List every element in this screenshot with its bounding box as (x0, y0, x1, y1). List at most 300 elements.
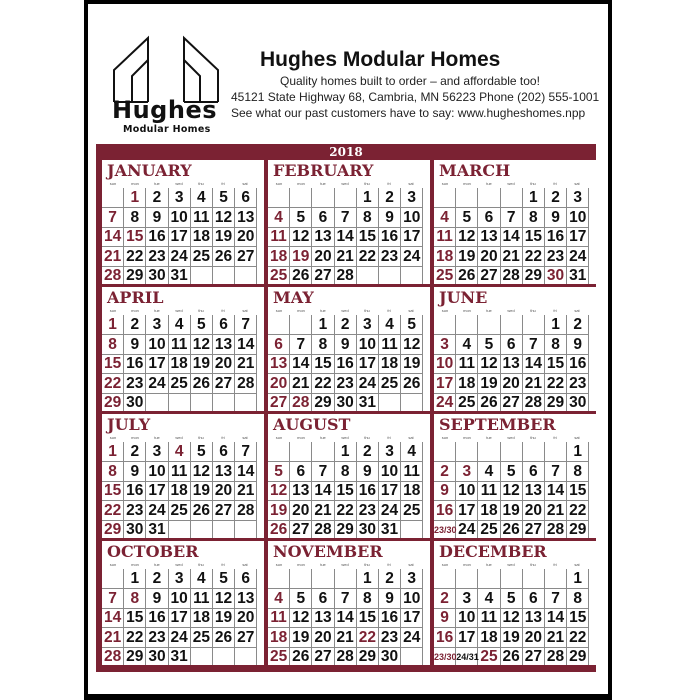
date-cell: 25 (169, 374, 191, 394)
week-row (102, 608, 264, 628)
week-row (434, 354, 596, 374)
date-cell: 16 (379, 227, 401, 247)
date-cell: 29 (124, 647, 146, 665)
date-cell: 22 (523, 247, 545, 267)
week-row (268, 501, 430, 521)
date-cell: 11 (456, 354, 478, 374)
date-cell: 23 (545, 247, 567, 267)
date-cell: 10 (146, 462, 168, 482)
empty-cell (335, 569, 357, 589)
weekday-label: wed (341, 435, 349, 440)
week-row (268, 354, 430, 374)
date-cell: 21 (545, 501, 567, 521)
empty-cell (357, 266, 379, 284)
month-august (268, 414, 430, 538)
date-cell: 16 (545, 227, 567, 247)
date-cell: 28 (312, 520, 334, 538)
combined-date-cell: 23/30 (434, 520, 456, 538)
date-cell: 17 (379, 481, 401, 501)
date-cell: 19 (213, 227, 235, 247)
date-cell: 24 (169, 247, 191, 267)
date-cell: 5 (213, 569, 235, 589)
month-name: DECEMBER (439, 542, 547, 561)
date-cell: 18 (191, 608, 213, 628)
date-cell: 12 (401, 335, 423, 355)
date-cell: 18 (434, 247, 456, 267)
date-cell: 5 (268, 462, 290, 482)
date-cell: 6 (235, 569, 257, 589)
day-grid (102, 569, 264, 665)
combined-date-cell: 24/31 (456, 647, 478, 665)
date-cell: 24 (146, 374, 168, 394)
day-grid (268, 315, 430, 411)
date-cell: 29 (102, 520, 124, 538)
week-row (102, 374, 264, 394)
date-cell: 16 (146, 608, 168, 628)
week-row (102, 647, 264, 665)
date-cell: 6 (268, 335, 290, 355)
date-cell: 30 (335, 393, 357, 411)
date-cell: 10 (401, 208, 423, 228)
date-cell: 24 (401, 247, 423, 267)
weekday-label: sat (408, 308, 414, 313)
weekday-label: fri (387, 435, 391, 440)
week-row (268, 374, 430, 394)
empty-cell (335, 188, 357, 208)
date-cell: 11 (191, 589, 213, 609)
date-cell: 22 (545, 374, 567, 394)
weekday-label: tue (320, 562, 326, 567)
weekday-label: sun (109, 181, 117, 186)
empty-cell (523, 315, 545, 335)
date-cell: 4 (379, 315, 401, 335)
date-cell: 10 (567, 208, 589, 228)
month-february (268, 160, 430, 284)
date-cell: 2 (124, 442, 146, 462)
date-cell: 23 (335, 374, 357, 394)
date-cell: 19 (268, 501, 290, 521)
weekday-label: thu (364, 435, 370, 440)
month-march (434, 160, 596, 284)
date-cell: 4 (268, 208, 290, 228)
date-cell: 2 (357, 442, 379, 462)
empty-cell (434, 442, 456, 462)
date-cell: 14 (290, 354, 312, 374)
empty-cell (523, 569, 545, 589)
date-cell: 30 (124, 520, 146, 538)
date-cell: 19 (401, 354, 423, 374)
weekday-label: sun (109, 562, 117, 567)
date-cell: 2 (434, 462, 456, 482)
empty-cell (501, 315, 523, 335)
empty-cell (290, 188, 312, 208)
week-row (102, 208, 264, 228)
date-cell: 8 (357, 589, 379, 609)
date-cell: 15 (124, 227, 146, 247)
empty-cell (312, 188, 334, 208)
date-cell: 25 (191, 247, 213, 267)
date-cell: 12 (268, 481, 290, 501)
date-cell: 16 (434, 501, 456, 521)
date-cell: 19 (456, 247, 478, 267)
date-cell: 27 (213, 501, 235, 521)
empty-cell (401, 393, 423, 411)
week-row (268, 608, 430, 628)
date-cell: 15 (567, 608, 589, 628)
weekday-label: sun (109, 435, 117, 440)
date-cell: 4 (478, 589, 500, 609)
date-cell: 20 (290, 501, 312, 521)
weekday-label: fri (387, 562, 391, 567)
date-cell: 15 (124, 608, 146, 628)
week-row (102, 589, 264, 609)
date-cell: 14 (545, 481, 567, 501)
date-cell: 26 (501, 520, 523, 538)
weekday-header (102, 180, 264, 188)
weekday-label: fri (221, 308, 225, 313)
date-cell: 6 (523, 589, 545, 609)
date-cell: 20 (501, 374, 523, 394)
weekday-label: thu (364, 308, 370, 313)
date-cell: 8 (567, 589, 589, 609)
weekday-label: mon (463, 181, 471, 186)
date-cell: 21 (102, 247, 124, 267)
date-cell: 28 (102, 266, 124, 284)
date-cell: 9 (545, 208, 567, 228)
date-cell: 28 (501, 266, 523, 284)
weekday-label: mon (297, 308, 305, 313)
date-cell: 25 (268, 266, 290, 284)
date-cell: 13 (213, 335, 235, 355)
weekday-label: mon (131, 181, 139, 186)
date-cell: 19 (501, 501, 523, 521)
weekday-header (434, 180, 596, 188)
date-cell: 15 (357, 227, 379, 247)
weekday-label: tue (486, 308, 492, 313)
empty-cell (379, 393, 401, 411)
week-row (268, 569, 430, 589)
date-cell: 15 (335, 481, 357, 501)
weekday-label: sat (574, 562, 580, 567)
date-cell: 27 (523, 520, 545, 538)
date-cell: 29 (312, 393, 334, 411)
weekday-label: sun (275, 562, 283, 567)
date-cell: 10 (169, 589, 191, 609)
empty-cell (191, 266, 213, 284)
date-cell: 14 (335, 608, 357, 628)
date-cell: 18 (268, 628, 290, 648)
week-row (102, 315, 264, 335)
date-cell: 1 (124, 569, 146, 589)
weekday-label: thu (198, 435, 204, 440)
week-row (268, 481, 430, 501)
month-name: APRIL (107, 288, 164, 307)
month-july (102, 414, 264, 538)
date-cell: 18 (191, 227, 213, 247)
month-name: JUNE (439, 288, 488, 307)
empty-cell (545, 569, 567, 589)
date-cell: 27 (523, 647, 545, 665)
date-cell: 26 (191, 501, 213, 521)
date-cell: 13 (268, 354, 290, 374)
week-row (434, 442, 596, 462)
date-cell: 2 (124, 315, 146, 335)
date-cell: 6 (290, 462, 312, 482)
week-row (102, 247, 264, 267)
week-row (434, 628, 596, 648)
month-name: FEBRUARY (273, 161, 374, 180)
weekday-header (102, 561, 264, 569)
date-cell: 16 (124, 354, 146, 374)
calendar-block (96, 144, 596, 672)
date-cell: 4 (401, 442, 423, 462)
day-grid (268, 569, 430, 665)
date-cell: 21 (235, 481, 257, 501)
weekday-label: wed (175, 435, 183, 440)
weekday-label: wed (507, 308, 515, 313)
date-cell: 13 (235, 208, 257, 228)
day-grid (102, 442, 264, 538)
company-name: Hughes Modular Homes (260, 48, 501, 71)
week-row (102, 462, 264, 482)
date-cell: 23 (124, 501, 146, 521)
date-cell: 3 (401, 188, 423, 208)
week-row (268, 315, 430, 335)
date-cell: 9 (379, 208, 401, 228)
date-cell: 25 (268, 647, 290, 665)
date-cell: 5 (501, 462, 523, 482)
week-row (268, 520, 430, 538)
date-cell: 31 (567, 266, 589, 284)
empty-cell (191, 393, 213, 411)
weekday-label: thu (530, 308, 536, 313)
date-cell: 2 (379, 188, 401, 208)
week-row (102, 442, 264, 462)
date-cell: 9 (434, 608, 456, 628)
date-cell: 30 (357, 520, 379, 538)
weekday-label: tue (486, 435, 492, 440)
week-row (102, 188, 264, 208)
weekday-label: mon (297, 562, 305, 567)
empty-cell (102, 569, 124, 589)
date-cell: 17 (434, 374, 456, 394)
empty-cell (268, 442, 290, 462)
weekday-label: tue (154, 435, 160, 440)
date-cell: 3 (146, 315, 168, 335)
weekday-label: wed (175, 308, 183, 313)
week-row (434, 481, 596, 501)
date-cell: 29 (124, 266, 146, 284)
weekday-label: fri (221, 181, 225, 186)
week-row (268, 589, 430, 609)
date-cell: 2 (434, 589, 456, 609)
week-row (434, 647, 596, 665)
date-cell: 12 (213, 589, 235, 609)
empty-cell (501, 188, 523, 208)
weekday-label: thu (364, 181, 370, 186)
date-cell: 14 (523, 354, 545, 374)
empty-cell (268, 315, 290, 335)
week-row (102, 227, 264, 247)
week-row (434, 247, 596, 267)
month-name: NOVEMBER (273, 542, 383, 561)
weekday-header (268, 180, 430, 188)
date-cell: 11 (478, 608, 500, 628)
date-cell: 17 (401, 608, 423, 628)
date-cell: 24 (379, 501, 401, 521)
day-grid (268, 188, 430, 284)
date-cell: 21 (290, 374, 312, 394)
day-grid (102, 315, 264, 411)
weekday-label: wed (341, 308, 349, 313)
date-cell: 17 (456, 628, 478, 648)
date-cell: 21 (312, 501, 334, 521)
date-cell: 26 (213, 247, 235, 267)
weekday-header (268, 307, 430, 315)
empty-cell (379, 266, 401, 284)
week-row (268, 247, 430, 267)
date-cell: 5 (401, 315, 423, 335)
weekday-label: mon (463, 308, 471, 313)
empty-cell (501, 442, 523, 462)
weekday-label: wed (507, 181, 515, 186)
month-name: JULY (107, 415, 151, 434)
date-cell: 26 (478, 393, 500, 411)
weekday-label: sat (242, 308, 248, 313)
week-row (102, 354, 264, 374)
date-cell: 6 (501, 335, 523, 355)
month-october (102, 541, 264, 665)
date-cell: 15 (545, 354, 567, 374)
weekday-label: sun (441, 308, 449, 313)
week-row (434, 335, 596, 355)
date-cell: 5 (501, 589, 523, 609)
date-cell: 8 (102, 462, 124, 482)
weekday-header (268, 561, 430, 569)
date-cell: 11 (268, 608, 290, 628)
date-cell: 5 (191, 442, 213, 462)
date-cell: 25 (478, 520, 500, 538)
week-row (102, 501, 264, 521)
day-grid (434, 188, 596, 284)
empty-cell (290, 315, 312, 335)
weekday-label: mon (297, 435, 305, 440)
week-row (434, 520, 596, 538)
week-row (434, 374, 596, 394)
date-cell: 20 (478, 247, 500, 267)
date-cell: 12 (501, 481, 523, 501)
date-cell: 2 (545, 188, 567, 208)
date-cell: 26 (501, 647, 523, 665)
week-row (102, 335, 264, 355)
date-cell: 13 (235, 589, 257, 609)
date-cell: 9 (146, 589, 168, 609)
date-cell: 10 (434, 354, 456, 374)
date-cell: 9 (434, 481, 456, 501)
empty-cell (545, 442, 567, 462)
date-cell: 18 (478, 628, 500, 648)
tagline: Quality homes built to order – and affordable too! (280, 74, 540, 88)
day-grid (434, 442, 596, 538)
date-cell: 24 (146, 501, 168, 521)
logo-wordmark: Hughes (112, 96, 217, 124)
date-cell: 31 (357, 393, 379, 411)
date-cell: 22 (567, 501, 589, 521)
date-cell: 19 (191, 354, 213, 374)
date-cell: 3 (146, 442, 168, 462)
weekday-label: tue (486, 562, 492, 567)
empty-cell (312, 442, 334, 462)
weekday-label: thu (198, 181, 204, 186)
date-cell: 11 (268, 227, 290, 247)
weekday-label: thu (198, 308, 204, 313)
date-cell: 28 (290, 393, 312, 411)
date-cell: 2 (146, 188, 168, 208)
date-cell: 15 (102, 354, 124, 374)
week-row (434, 608, 596, 628)
date-cell: 17 (401, 227, 423, 247)
website-line: See what our past customers have to say: www.hugheshomes.npp (231, 106, 586, 120)
date-cell: 8 (102, 335, 124, 355)
date-cell: 21 (335, 628, 357, 648)
week-row (102, 481, 264, 501)
date-cell: 18 (169, 354, 191, 374)
weekday-header (102, 307, 264, 315)
date-cell: 13 (523, 481, 545, 501)
weekday-label: thu (530, 562, 536, 567)
date-cell: 19 (290, 247, 312, 267)
empty-cell (501, 569, 523, 589)
weekday-label: wed (341, 562, 349, 567)
month-name: MARCH (439, 161, 511, 180)
empty-cell (169, 393, 191, 411)
date-cell: 16 (146, 227, 168, 247)
date-cell: 15 (312, 354, 334, 374)
week-row (434, 315, 596, 335)
date-cell: 12 (290, 608, 312, 628)
date-cell: 15 (567, 481, 589, 501)
date-cell: 11 (169, 462, 191, 482)
date-cell: 12 (191, 462, 213, 482)
date-cell: 29 (567, 520, 589, 538)
date-cell: 10 (146, 335, 168, 355)
date-cell: 25 (191, 628, 213, 648)
date-cell: 19 (290, 628, 312, 648)
week-row (268, 188, 430, 208)
date-cell: 18 (456, 374, 478, 394)
date-cell: 8 (335, 462, 357, 482)
date-cell: 8 (567, 462, 589, 482)
logo-subtitle: Modular Homes (123, 124, 211, 135)
week-row (434, 393, 596, 411)
weekday-label: mon (131, 562, 139, 567)
weekday-label: fri (553, 562, 557, 567)
date-cell: 2 (567, 315, 589, 335)
date-cell: 13 (312, 227, 334, 247)
date-cell: 21 (335, 247, 357, 267)
weekday-label: mon (131, 435, 139, 440)
weekday-label: fri (553, 435, 557, 440)
weekday-label: wed (341, 181, 349, 186)
date-cell: 21 (235, 354, 257, 374)
date-cell: 28 (335, 266, 357, 284)
date-cell: 24 (434, 393, 456, 411)
date-cell: 14 (335, 227, 357, 247)
date-cell: 22 (312, 374, 334, 394)
date-cell: 20 (268, 374, 290, 394)
months-grid (102, 160, 596, 665)
date-cell: 27 (268, 393, 290, 411)
